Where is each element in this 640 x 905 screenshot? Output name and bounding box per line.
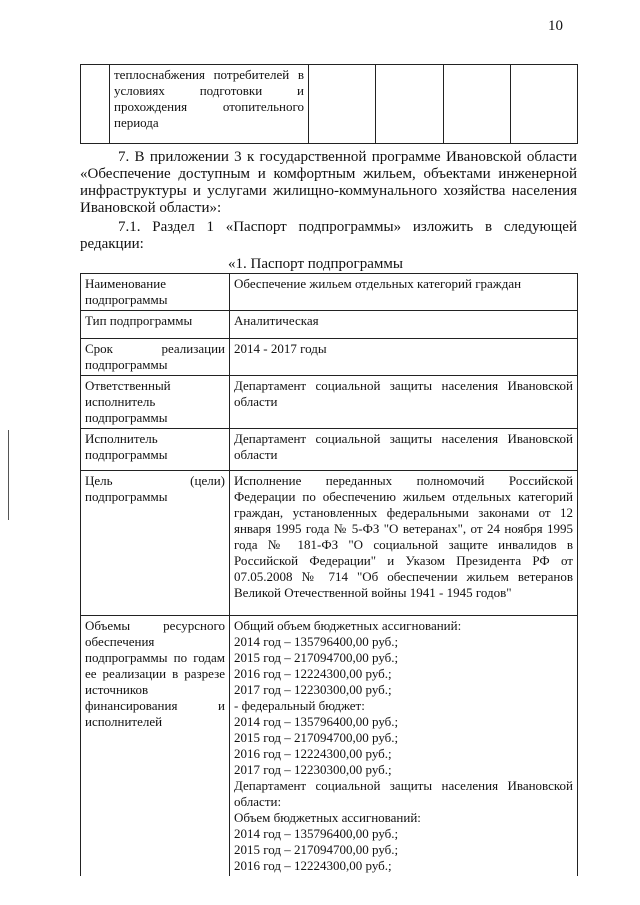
continued-table (80, 64, 578, 144)
paragraph-7: 7. В приложении 3 к государственной программе Ивановской области «Обеспечение доступным и комфортным жильем, объектами инженерной инфраструктуры и услугами жилищно-коммунального хозяйства населения Ивановской области»: (80, 149, 577, 216)
funding-line: 2014 год – 135796400,00 руб.; (234, 826, 399, 841)
row-label: Наименование подпрограммы (81, 274, 230, 311)
table-row (81, 376, 578, 429)
scan-artifact-line (8, 430, 9, 520)
funding-line: 2014 год – 135796400,00 руб.; (234, 714, 399, 729)
document-body (80, 149, 577, 876)
paragraph-7-1: 7.1. Раздел 1 «Паспорт подпрограммы» изложить в следующей редакции: (80, 219, 577, 252)
row-value: 2014 - 2017 годы (230, 339, 578, 376)
row-label: Тип подпрограммы (81, 311, 230, 339)
passport-table (80, 273, 578, 876)
row-value: Исполнение переданных полномочий Российской Федерации по обеспечению жильем отдельных категорий граждан, установленных федеральными законами от 12 января 1995 года № 5-ФЗ "О ветеранах", от 24 ноября 1995 года № 181-ФЗ "О социальной защите инвалидов в Российской Федерации" и Указом Президента РФ от 07.05.2008 № 714 "Об обеспечении жильем ветеранов Великой Отечественной войны 1941 - 1945 годов" (230, 471, 578, 616)
funding-line: 2016 год – 12224300,00 руб.; (234, 666, 392, 681)
funding-line: 2015 год – 217094700,00 руб.; (234, 650, 399, 665)
funding-line: 2016 год – 12224300,00 руб.; (234, 746, 392, 761)
funding-line: Общий объем бюджетных ассигнований: (234, 618, 462, 633)
row-label: Объемы ресурсного обеспечения подпрограммы по годам ее реализации в разрезе источников финансирования и исполнителей (81, 616, 230, 877)
table-cell (81, 65, 110, 144)
row-value (230, 616, 578, 877)
row-value: Департамент социальной защиты населения Ивановской области (230, 376, 578, 429)
table-row (81, 471, 578, 616)
funding-line: Департамент социальной защиты населения Ивановской области: (234, 778, 573, 809)
table-row (81, 616, 578, 877)
row-value: Обеспечение жильем отдельных категорий граждан (230, 274, 578, 311)
row-value: Аналитическая (230, 311, 578, 339)
table-caption: «1. Паспорт подпрограммы (228, 256, 403, 272)
table-cell (443, 65, 510, 144)
row-label: Исполнитель подпрограммы (81, 429, 230, 471)
row-label: Срок реализации подпрограммы (81, 339, 230, 376)
table-cell (376, 65, 443, 144)
table-row (81, 429, 578, 471)
page-number: 10 (548, 18, 563, 34)
table-row (81, 339, 578, 376)
table-cell (309, 65, 376, 144)
funding-line: 2016 год – 12224300,00 руб.; (234, 858, 392, 873)
funding-line: 2017 год – 12230300,00 руб.; (234, 762, 392, 777)
row-label: Ответственный исполнитель подпрограммы (81, 376, 230, 429)
funding-line: 2015 год – 217094700,00 руб.; (234, 730, 399, 745)
funding-line: 2017 год – 12230300,00 руб.; (234, 682, 392, 697)
table-row (81, 311, 578, 339)
row-label: Цель (цели) подпрограммы (81, 471, 230, 616)
funding-line: - федеральный бюджет: (234, 698, 365, 713)
row-value: Департамент социальной защиты населения Ивановской области (230, 429, 578, 471)
funding-line: 2015 год – 217094700,00 руб.; (234, 842, 399, 857)
table-cell: теплоснабжения потребителей в условиях подготовки и прохождения отопительного периода (110, 65, 309, 144)
table-row (81, 65, 578, 144)
funding-line: Объем бюджетных ассигнований: (234, 810, 421, 825)
table-cell (510, 65, 577, 144)
funding-line: 2014 год – 135796400,00 руб.; (234, 634, 399, 649)
table-row (81, 274, 578, 311)
